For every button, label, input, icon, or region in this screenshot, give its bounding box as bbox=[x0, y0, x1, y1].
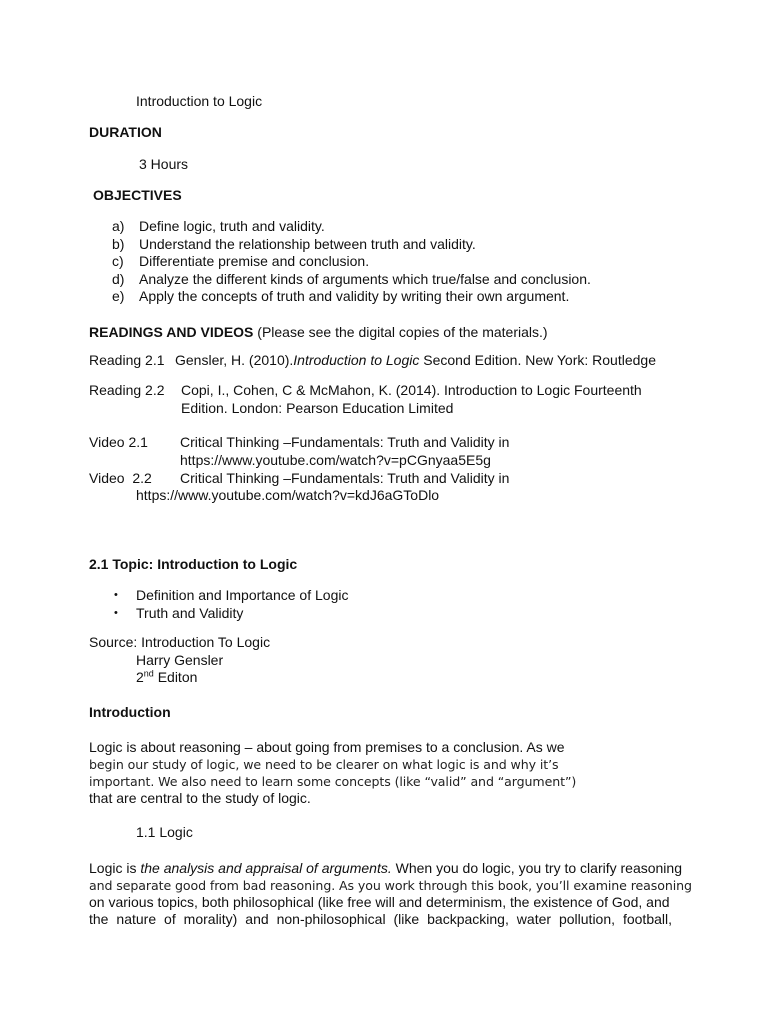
readings-heading-line bbox=[89, 324, 548, 341]
logic-line-1-rest: When you do logic, you try to clarify reasoning bbox=[391, 860, 682, 876]
intro-line-2: begin our study of logic, we need to be clearer on what logic is and why it’s bbox=[89, 757, 559, 772]
source-label: Source: Introduction To Logic bbox=[89, 634, 271, 650]
objective-text: Understand the relationship between truth and validity. bbox=[139, 235, 476, 252]
readings-note: (Please see the digital copies of the materials.) bbox=[253, 324, 548, 340]
reading-publisher: Second Edition. New York: Routledge bbox=[419, 352, 656, 368]
intro-line-4: that are central to the study of logic. bbox=[89, 790, 311, 806]
reading-author: Gensler, H. (2010). bbox=[175, 352, 294, 368]
introduction-heading: Introduction bbox=[89, 704, 171, 720]
reading-2-1-citation bbox=[175, 352, 656, 369]
video-2-1-title: Critical Thinking –Fundamentals: Truth and Validity in bbox=[180, 434, 510, 450]
logic-line-2: and separate good from bad reasoning. As you work through this book, you’ll examine reasoning bbox=[89, 878, 692, 893]
intro-line-1: Logic is about reasoning – about going from premises to a conclusion. As we bbox=[89, 739, 565, 755]
bullet-icon: • bbox=[114, 607, 118, 619]
video-2-2-label: Video 2.2 bbox=[89, 470, 152, 486]
bullet-text: Truth and Validity bbox=[136, 605, 244, 621]
reading-2-2-label: Reading 2.2 bbox=[89, 382, 165, 398]
objective-text: Analyze the different kinds of arguments which true/false and conclusion. bbox=[139, 270, 591, 287]
intro-line-3: important. We also need to learn some concepts (like “valid” and “argument”) bbox=[89, 774, 577, 789]
logic-line-3: on various topics, both philosophical (like free will and determinism, the existence of God, and bbox=[89, 894, 670, 910]
reading-2-2-line1: Copi, I., Cohen, C & McMahon, K. (2014). Introduction to Logic Fourteenth bbox=[181, 382, 642, 398]
logic-definition: the analysis and appraisal of arguments. bbox=[140, 860, 392, 876]
video-2-2-url[interactable]: https://www.youtube.com/watch?v=kdJ6aGToDlo bbox=[136, 487, 440, 503]
readings-heading: READINGS AND VIDEOS bbox=[89, 324, 254, 340]
reading-title: Introduction to Logic bbox=[293, 352, 420, 368]
list-marker: c) bbox=[112, 253, 124, 269]
reading-2-2-line2: Edition. London: Pearson Education Limited bbox=[181, 400, 454, 416]
objective-text: Differentiate premise and conclusion. bbox=[139, 253, 370, 269]
logic-line-1 bbox=[89, 860, 682, 877]
duration-heading: DURATION bbox=[89, 124, 162, 140]
edition-ordinal: nd bbox=[143, 668, 154, 679]
bullet-icon: • bbox=[114, 589, 118, 601]
video-2-1-url[interactable]: https://www.youtube.com/watch?v=pCGnyaa5E5g bbox=[180, 452, 491, 468]
bullet-text: Definition and Importance of Logic bbox=[136, 587, 349, 603]
section-logic-heading: 1.1 Logic bbox=[136, 824, 193, 840]
list-marker: e) bbox=[112, 288, 125, 304]
objectives-heading: OBJECTIVES bbox=[93, 187, 182, 203]
video-2-1-label: Video 2.1 bbox=[89, 434, 148, 450]
list-marker: a) bbox=[112, 218, 125, 234]
reading-2-1-label: Reading 2.1 bbox=[89, 352, 165, 368]
topic-heading: 2.1 Topic: Introduction to Logic bbox=[89, 556, 298, 572]
list-marker: d) bbox=[112, 270, 125, 287]
video-2-2-title: Critical Thinking –Fundamentals: Truth and Validity in bbox=[180, 470, 510, 486]
objective-text: Define logic, truth and validity. bbox=[139, 218, 325, 234]
source-author: Harry Gensler bbox=[136, 652, 224, 668]
objective-text: Apply the concepts of truth and validity by writing their own argument. bbox=[139, 288, 570, 304]
logic-line-4: the nature of morality) and non-philosophical (like backpacking, water pollution, football, bbox=[89, 911, 672, 927]
document-title: Introduction to Logic bbox=[136, 93, 263, 109]
source-edition bbox=[136, 669, 197, 686]
duration-value: 3 Hours bbox=[139, 156, 189, 172]
edition-text: Editon bbox=[153, 669, 198, 685]
list-marker: b) bbox=[112, 235, 125, 252]
edition-number: 2 bbox=[136, 669, 144, 685]
logic-line-1-start: Logic is bbox=[89, 860, 141, 876]
